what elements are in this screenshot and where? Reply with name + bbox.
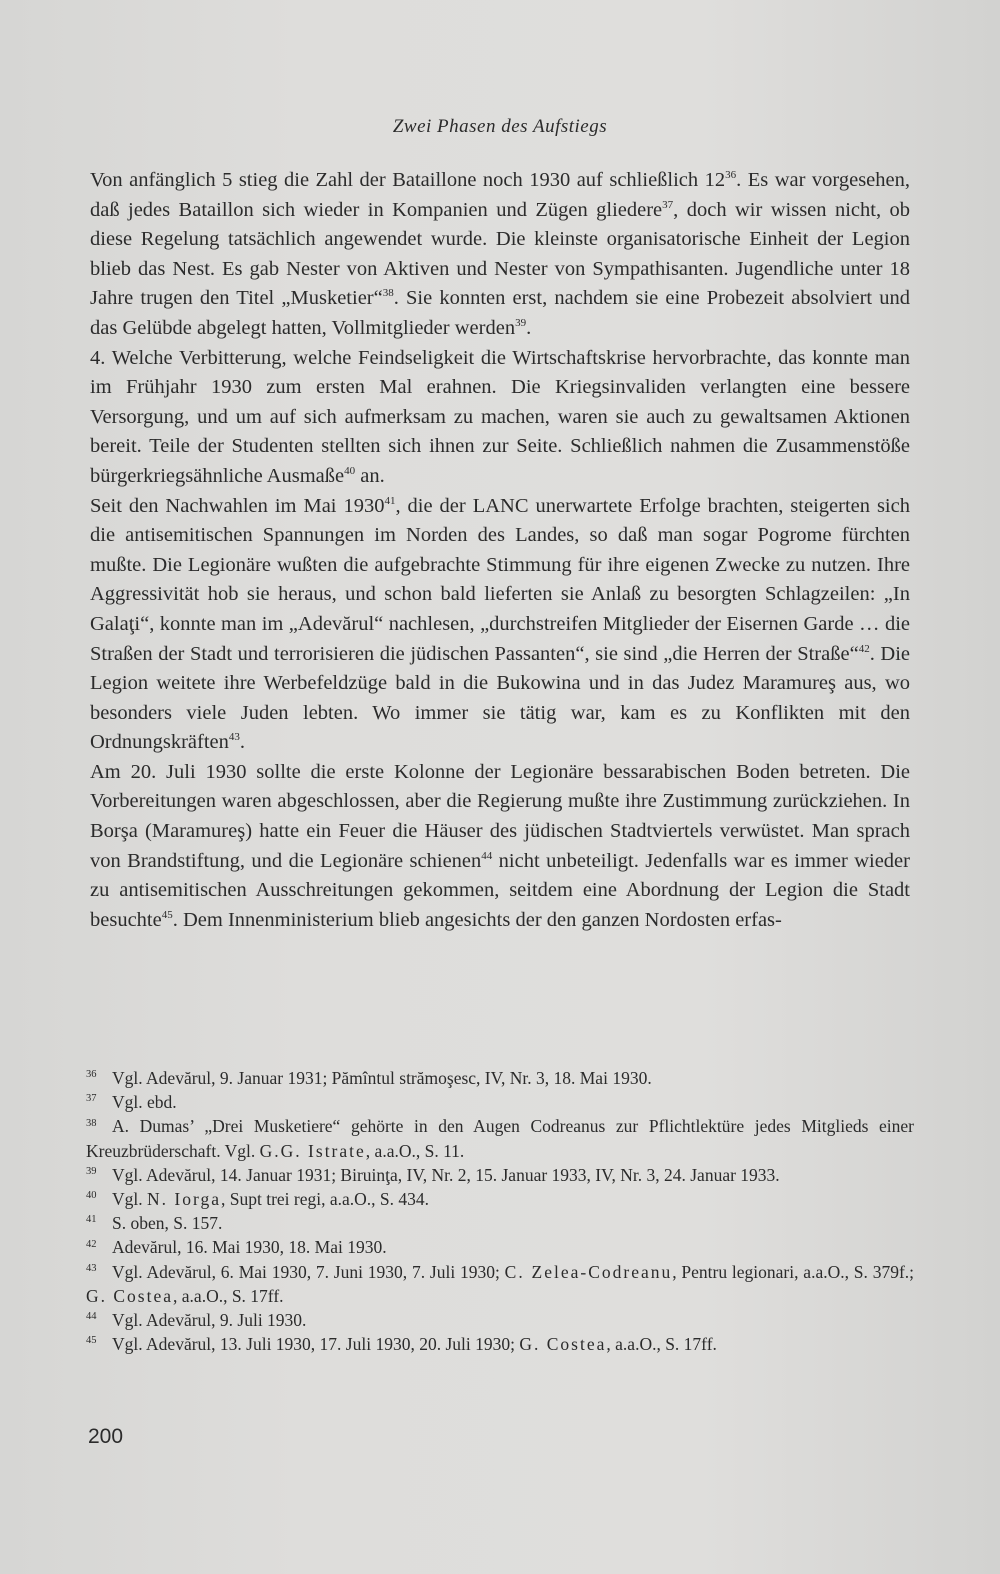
text-run: Vgl. <box>112 1189 147 1210</box>
footnote-ref: 41 <box>384 494 396 507</box>
footnote: 42 Adevărul, 16. Mai 1930, 18. Mai 1930. <box>86 1237 387 1258</box>
footnote: 44 Vgl. Adevărul, 9. Juli 1930. <box>86 1310 307 1331</box>
text-run: A. Dumas’ „Drei Musketiere“ gehörte in den Augen Codreanus zur Pflichtlektüre jedes Mitglieds einer Kreuzbrüderschaft. Vgl. <box>86 1116 914 1161</box>
footnote: 39 Vgl. Adevărul, 14. Januar 1931; Biruinţa, IV, Nr. 2, 15. Januar 1933, IV, Nr. 3, 24. Januar 1933. <box>86 1164 780 1185</box>
text-run: nicht unbeteiligt. Jedenfalls war es immer wieder zu antisemitischen Ausschreitungen gekommen, seitdem eine Abordnung der Legion die Stadt besuchte <box>90 849 910 931</box>
paragraph-2 <box>90 344 910 492</box>
footnote-ref: 36 <box>725 169 737 182</box>
text-run: Seit den Nachwahlen im Mai 1930 <box>90 494 385 517</box>
text-run: . Es war vorgesehen, daß jedes Bataillon sich wieder in Kompanien und Zügen gliedere <box>90 169 911 221</box>
footnote: 38 A. Dumas’ „Drei Musketiere“ gehörte in den Augen Codreanus zur Pflichtlektüre jedes Mitglieds einer Kreuzbrüderschaft. Vgl. G.G. Istrate, a.a.O., S. 11. <box>86 1116 914 1161</box>
footnote: 43 Vgl. Adevărul, 6. Mai 1930, 7. Juni 1930, 7. Juli 1930; C. Zelea-Codreanu, Pentru legionari, a.a.O., S. 379f.; G. Costea, a.a.O., S. 17ff. <box>86 1261 915 1306</box>
text-run: Adevărul, 16. Mai 1930, 18. Mai 1930. <box>112 1237 387 1258</box>
paragraph-3 <box>90 492 910 758</box>
text-run: , a.a.O., S. 11. <box>365 1140 465 1161</box>
body-text <box>90 166 910 935</box>
text-run: . Die Legion weitete ihre Werbefeldzüge bald in die Bukowina und in das Judez Maramureş aus, wo besonders viele Juden lebten. Wo immer sie tätig war, kam es zu Konflikten mit den Ordnungskräften <box>90 642 910 754</box>
text-run: , doch wir wissen nicht, ob diese Regelung tatsächlich angewendet wurde. Die kleinste organisatorische Einheit der Legion blieb das Nest. Es gab Nester von Aktiven und Nester von Sympathisanten. Jugendliche unter 18 Jahre trugen den Titel „Musketier“ <box>90 198 910 310</box>
footnote: 36 Vgl. Adevărul, 9. Januar 1931; Pămîntul strămoşesc, IV, Nr. 3, 18. Mai 1930. <box>86 1068 652 1088</box>
footnote-ref: 45 <box>161 909 173 922</box>
author-name: G. Costea <box>86 1285 174 1306</box>
text-run: , a.a.O., S. 17ff. <box>173 1285 284 1306</box>
paragraph-1 <box>90 166 910 344</box>
author-name: N. Iorga <box>147 1189 221 1210</box>
footnote: 45 Vgl. Adevărul, 13. Juli 1930, 17. Juli 1930, 20. Juli 1930; G. Costea, a.a.O., S. 17ff. <box>86 1334 717 1355</box>
footnote-ref: 39 <box>515 317 527 330</box>
running-head: Zwei Phasen des Aufstiegs <box>392 116 608 137</box>
footnote-ref: 42 <box>858 642 870 655</box>
paragraph-4 <box>90 758 910 936</box>
text-run: . Dem Innenministerium blieb angesichts der den ganzen Nordosten erfas- <box>172 908 782 931</box>
text-run: Von anfänglich 5 stieg die Zahl der Bataillone noch 1930 auf schließlich 12 <box>90 169 726 191</box>
text-run: Vgl. Adevărul, 14. Januar 1931; Biruinţa, IV, Nr. 2, 15. Januar 1933, IV, Nr. 3, 24. Januar 1933. <box>112 1164 780 1185</box>
text-run: Vgl. Adevărul, 13. Juli 1930, 17. Juli 1930, 20. Juli 1930; <box>112 1334 520 1355</box>
text-run: Am 20. Juli 1930 sollte die erste Kolonne der Legionäre bessarabischen Boden betreten. Die Vorbereitungen waren abgeschlossen, aber die Regierung mußte ihre Zustimmung zurückziehen. In Borşa (Maramureş) hatte ein Feuer die Häuser des jüdischen Stadtviertels verwüstet. Man sprach von Brandstiftung, und die Legionäre schienen <box>90 760 910 872</box>
text-run: Vgl. Adevărul, 9. Januar 1931; Pămîntul strămoşesc, IV, Nr. 3, 18. Mai 1930. <box>112 1068 652 1088</box>
footnote-ref: 40 <box>344 465 356 478</box>
text-run: Vgl. ebd. <box>112 1092 177 1113</box>
page-number: 200 <box>88 1425 124 1448</box>
text-run: . <box>526 316 532 339</box>
footnotes <box>86 1066 914 1356</box>
text-run: 4. Welche Verbitterung, welche Feindseligkeit die Wirtschaftskrise hervorbrachte, das konnte man im Frühjahr 1930 zum ersten Mal erahnen. Die Kriegsinvaliden verlangten eine bessere Versorgung, und um auf sich aufmerksam zu machen, waren sie auch zu gewaltsamen Aktionen bereit. Teile der Studenten stellten sich ihnen zur Seite. Schließlich nahmen die Zusammenstöße bürgerkriegsähnliche Ausmaße <box>90 346 910 487</box>
text-run: , a.a.O., S. 17ff. <box>606 1334 717 1355</box>
text-run: . <box>239 731 246 754</box>
footnote-ref: 44 <box>481 849 493 862</box>
footnote-ref: 38 <box>382 287 394 300</box>
text-run: Vgl. Adevărul, 6. Mai 1930, 7. Juni 1930, 7. Juli 1930; <box>112 1261 505 1282</box>
footnote: 40 Vgl. N. Iorga, Supt trei regi, a.a.O., S. 434. <box>86 1189 430 1210</box>
footnote: 41 S. oben, S. 157. <box>86 1213 223 1234</box>
author-name: G.G. Istrate <box>259 1140 366 1161</box>
author-name: C. Zelea-Codreanu <box>504 1261 673 1282</box>
footnote-ref: 37 <box>662 198 674 211</box>
text-run: , Pentru legionari, a.a.O., S. 379f.; <box>672 1261 915 1282</box>
author-name: G. Costea <box>519 1334 607 1355</box>
text-run: S. oben, S. 157. <box>112 1213 223 1234</box>
footnote-ref: 43 <box>228 731 240 744</box>
text-run: an. <box>355 464 385 487</box>
footnote: 37 Vgl. ebd. <box>86 1092 177 1113</box>
text-run: Vgl. Adevărul, 9. Juli 1930. <box>112 1310 307 1331</box>
text-run: , Supt trei regi, a.a.O., S. 434. <box>221 1189 430 1210</box>
text-run: . Sie konnten erst, nachdem sie eine Probezeit absolviert und das Gelübde abgelegt hatten, Vollmitglieder werden <box>90 287 910 339</box>
text-run: , die der LANC unerwartete Erfolge brachten, steigerten sich die antisemitischen Spannungen im Norden des Landes, so daß man sogar Pogrome fürchten mußte. Die Legionäre wußten die aufgebrachte Stimmung für ihre eigenen Zwecke zu nutzen. Ihre Aggressivität hob sie heraus, und schon bald lieferten sie Anlaß zu besorgten Schlagzeilen: „In Galaţi“, konnte man im „Adevărul“ nachlesen, „durchstreifen Mitglieder der Eisernen Garde … die Straßen der Stadt und terrorisieren die jüdischen Passanten“, sie sind „die Herren der Straße“ <box>90 494 910 665</box>
